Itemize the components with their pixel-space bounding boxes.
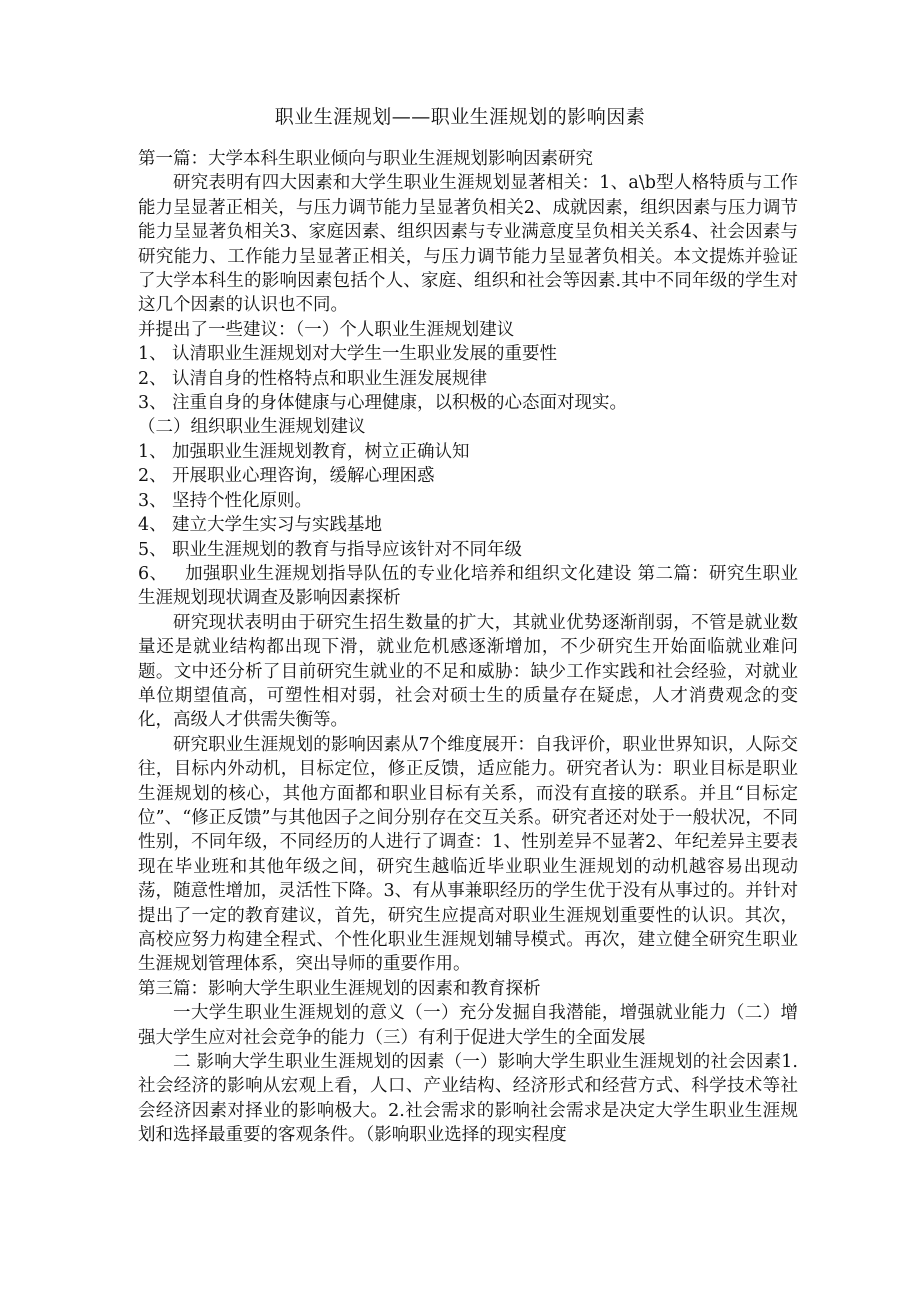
- list-item: [138, 367, 798, 391]
- list-item-text: 职业生涯规划的教育与指导应该针对不同年级: [172, 539, 522, 560]
- list-item-number: 2、: [138, 368, 167, 389]
- org-heading: （二）组织职业生涯规划建议: [138, 417, 366, 438]
- document-title: 职业生涯规划——职业生涯规划的影响因素: [274, 106, 646, 128]
- list-item-text: 加强职业生涯规划指导队伍的专业化培养和组织文化建设 第二篇：研究生职业生涯规划现状调查及影响因素探析: [138, 563, 798, 609]
- list-item-with-part2-heading: [138, 562, 798, 611]
- list-item-text: 加强职业生涯规划教育，树立正确认知: [172, 441, 470, 462]
- part2-paragraph-2: 研究职业生涯规划的影响因素从7个维度展开：自我评价，职业世界知识，人际交往，目标内外动机，目标定位，修正反馈，适应能力。研究者认为：职业目标是职业生涯规划的核心，其他方面都和职业目标有关系，而没有直接的联系。并且“目标定位”、“修正反馈”与其他因子之间分别存在交互关系。研究者还对处于一般状况，不同性别，不同年级，不同经历的人进行了调查：1、性别差异不显著2、年纪差异主要表现在毕业班和其他年级之间，研究生越临近毕业职业生涯规划的动机越容易出现动荡，随意性增加，灵活性下降。3、有从事兼职经历的学生优于没有从事过的。并针对提出了一定的教育建议，首先，研究生应提高对职业生涯规划重要性的认识。其次，高校应努力构建全程式、个性化职业生涯规划辅导模式。再次，建立健全研究生职业生涯规划管理体系，突出导师的重要作用。: [138, 734, 798, 975]
- list-item: [138, 342, 798, 366]
- list-item: [138, 464, 798, 488]
- list-item-number: 6、: [138, 563, 168, 584]
- part1-heading: 第一篇：大学本科生职业倾向与职业生涯规划影响因素研究: [138, 149, 593, 169]
- list-item-text: 开展职业心理咨询，缓解心理困惑: [172, 466, 435, 487]
- list-item: [138, 440, 798, 464]
- document-body: [138, 147, 798, 1148]
- part3-paragraph-1: 一大学生职业生涯规划的意义（一）充分发掘自我潜能，增强就业能力（二）增强大学生应对社会竞争的能力（三）有利于促进大学生的全面发展: [138, 1003, 798, 1048]
- list-item: [138, 489, 798, 513]
- list-item-number: 5、: [138, 539, 167, 560]
- list-item-number: 1、: [138, 344, 167, 365]
- part1-paragraph: 研究表明有四大因素和大学生职业生涯规划显著相关：1、a\b型人格特质与工作能力呈显著正相关，与压力调节能力呈显著负相关2、成就因素，组织因素与压力调节能力呈显著负相关3、家庭因素、组织因素与专业满意度呈负相关关系4、社会因素与研究能力、工作能力呈显著正相关，与压力调节能力呈显著负相关。本文提炼并验证了大学本科生的影响因素包括个人、家庭、组织和社会等因素.其中不同年级的学生对这几个因素的认识也不同。: [138, 173, 798, 316]
- list-item-text: 认清职业生涯规划对大学生一生职业发展的重要性: [172, 344, 557, 365]
- list-item-text: 认清自身的性格特点和职业生涯发展规律: [172, 368, 487, 389]
- list-item-text: 坚持个性化原则。: [172, 490, 312, 511]
- list-item-number: 4、: [138, 515, 167, 536]
- list-item: [138, 538, 798, 562]
- list-item-number: 3、: [138, 393, 167, 414]
- list-item: [138, 513, 798, 537]
- list-item-number: 1、: [138, 441, 167, 462]
- list-item-number: 3、: [138, 490, 167, 511]
- list-item-text: 注重自身的身体健康与心理健康，以积极的心态面对现实。: [172, 393, 627, 414]
- list-item: [138, 391, 798, 415]
- part3-heading: 第三篇：影响大学生职业生涯规划的因素和教育探析: [138, 978, 541, 999]
- part3-paragraph-2: 二 影响大学生职业生涯规划的因素（一）影响大学生职业生涯规划的社会因素1.社会经济的影响从宏观上看，人口、产业结构、经济形式和经营方式、科学技术等社会经济因素对择业的影响极大。2.社会需求的影响社会需求是决定大学生职业生涯规划和选择最重要的客观条件。（影响职业选择的现实程度: [138, 1052, 798, 1146]
- list-item-text: 建立大学生实习与实践基地: [172, 515, 382, 536]
- part2-paragraph-1: 研究现状表明由于研究生招生数量的扩大，其就业优势逐渐削弱，不管是就业数量还是就业结构都出现下滑，就业危机感逐渐增加，不少研究生开始面临就业难问题。文中还分析了目前研究生就业的不足和威胁：缺少工作实践和社会经验，对就业单位期望值高，可塑性相对弱，社会对硕士生的质量存在疑虑，人才消费观念的变化，高级人才供需失衡等。: [138, 612, 798, 731]
- list-item-number: 2、: [138, 466, 167, 487]
- part1-suggestions-line: 并提出了一些建议：（一）个人职业生涯规划建议: [138, 319, 515, 340]
